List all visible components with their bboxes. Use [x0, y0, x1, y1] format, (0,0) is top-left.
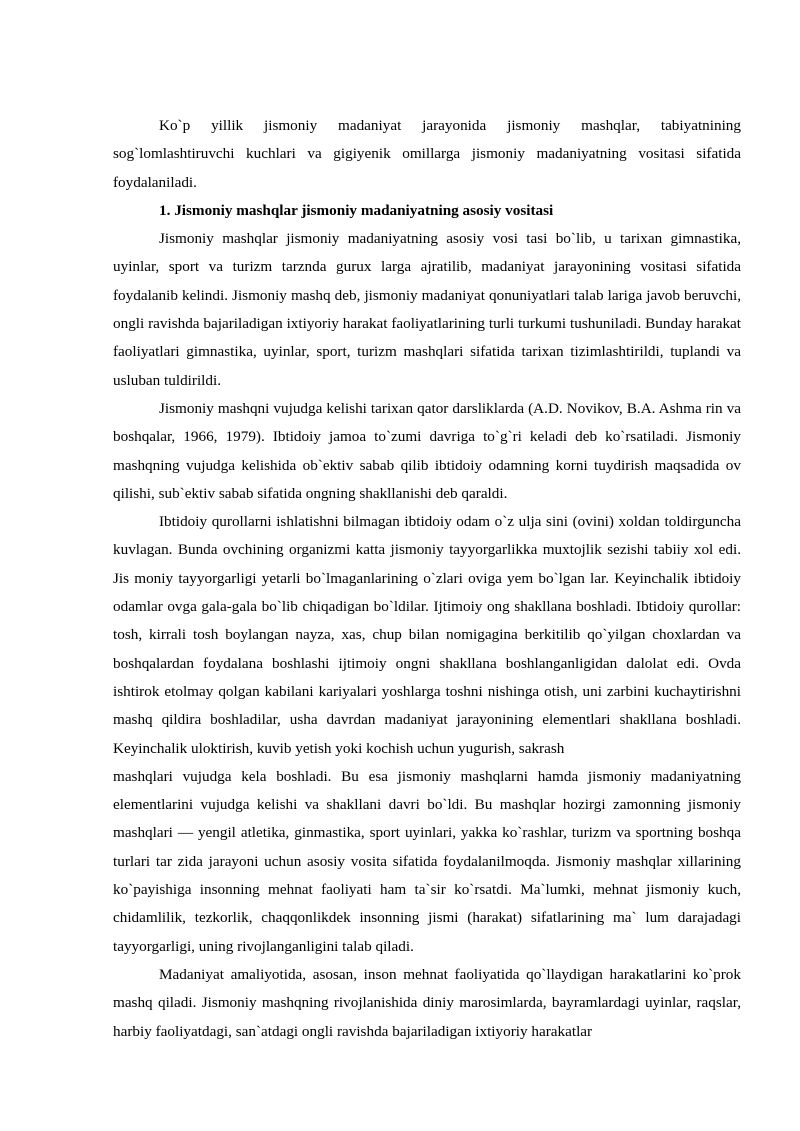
paragraph-primitive-hunting: Ibtidoiy qurollarni ishlatishni bilmagan ibtidoiy odam o`z ulja sini (ovini) xoldan toldirguncha kuvlagan. Bunda ovchining organizmi katta jismoniy tayyorgarlikka muxtojlik sezishi tabiiy xol edi. Jis moniy tayyorgarligi yetarli bo`lmaganlarining o`zlari oviga yem bo`lgan lar. Keyinchalik ibtidoiy odamlar ovga gala-gala bo`lib chiqadigan bo`ldilar. Ijtimoiy ong shakllana boshladi. Ibtidoiy qurollar: tosh, kirrali tosh boylangan nayza, xas, chup bilan nomigagina berkitilib qo`yilgan choxlardan va boshqalardan foydalana boshlashi ijtimoiy ongni shakllana boshlanganligidan dalolat edi. Ovda ishtirok etolmay qolgan kabilani kariyalari yoshlarga toshni nishinga otish, uni zarbini kuchaytirishni mashq qildira boshladilar, usha davrdan madaniyat jarayonining elementlari shakllana boshladi. Keyinchalik uloktirish, kuvib yetish yoki kochish uchun yugurish, sakrash: [113, 513, 741, 757]
section-heading: 1. Jismoniy mashqlar jismoniy madaniyatning asosiy vositasi: [159, 201, 554, 219]
paragraph-definition: Jismoniy mashqlar jismoniy madaniyatning asosiy vosi tasi bo`lib, u tarixan gimnastika, uyinlar, sport va turizm tarznda gurux larga ajratilib, madaniyat jarayonining vositasi sifatida foydalanib kelindi. Jismoniy mashq deb, jismoniy madaniyat qonuniyatlari talab lariga javob beruvchi, ongli ravishda bajariladigan ixtiyoriy harakat faoliyatlarining turli turkumi tushuniladi. Bunday harakat faoliyatlari gimnastika, uyinlar, sport, turizm mashqlari sifatida tarixan tizimlashtirildi, tuplandi va usluban tuldirildi.: [113, 230, 741, 389]
paragraph-intro: Ko`p yillik jismoniy madaniyat jarayonida jismoniy mashqlar, tabiyatnining sog`lomlashtiruvchi kuchlari va gigiyenik omillarga jismoniy madaniyatning vositasi sifatida foydalaniladi.: [113, 117, 741, 191]
paragraph-exercises-continuation: mashqlari vujudga kela boshladi. Bu esa jismoniy mashqlarni hamda jismoniy madaniyatning elementlarini vujudga kelishi va shakllani davri bo`ldi. Bu mashqlar hozirgi zamonning jismoniy mashqlari — yengil atletika, ginmastika, sport uyinlari, yakka ko`rashlar, turizm va sportning boshqa turlari tar zida jarayoni uchun asosiy vosita sifatida foydalanilmoqda. Jismoniy mashqlar xillarining ko`payishiga insonning mehnat faoliyati ham ta`sir ko`rsatdi. Ma`lumki, mehnat jismoniy kuch, chidamlilik, tezkorlik, chaqqonlikdek insonning jismi (harakat) sifatlarining ma` lum darajadagi tayyorgarligi, uning rivojlanganligini talab qiladi.: [113, 767, 741, 955]
paragraph-history: Jismoniy mashqni vujudga kelishi tarixan qator darsliklarda (A.D. Novikov, B.A. Ashma rin va boshqalar, 1966, 1979). Ibtidoiy jamoa to`zumi davriga to`g`ri keladi deb ko`rsatiladi. Jismoniy mashqning vujudga kelishida ob`ektiv sabab qilib ibtidoiy odamning korni tuydirish maqsadida ov qilishi, sub`ektiv sabab sifatida ongning shakllanishi deb qaraldi.: [113, 399, 741, 502]
document-page: [113, 112, 741, 1046]
paragraph-culture-practice: Madaniyat amaliyotida, asosan, inson mehnat faoliyatida qo`llaydigan harakatlarini ko`prok mashq qiladi. Jismoniy mashqning rivojlanishida diniy marosimlarda, bayramlardagi uyinlar, raqslar, harbiy faoliyatdagi, san`atdagi ongli ravishda bajariladigan ixtiyoriy harakatlar: [113, 965, 741, 1040]
